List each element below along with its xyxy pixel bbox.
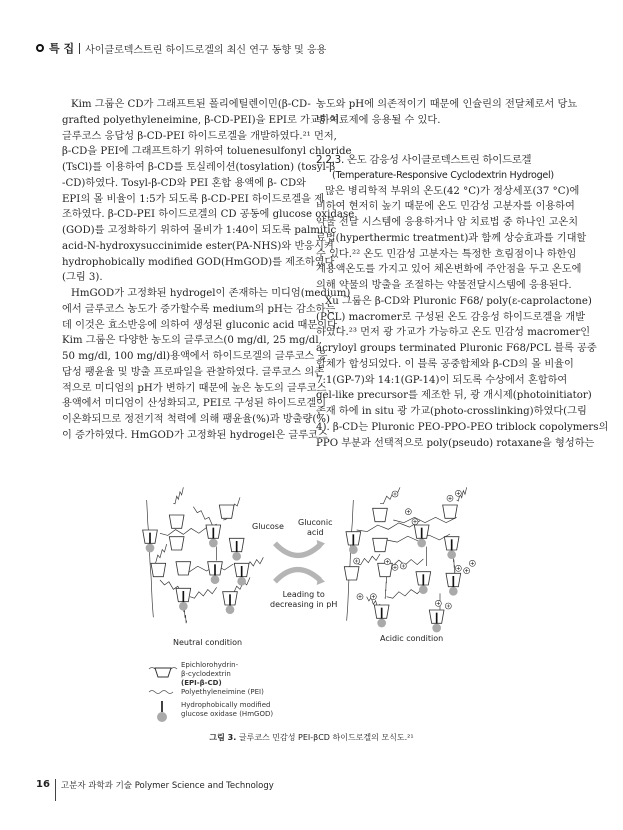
pei-chain xyxy=(347,500,354,621)
ph-arrow xyxy=(275,570,320,582)
text-line: Kim 그룹은 CD가 그래프트된 폴리에틸렌이민(β-CD- xyxy=(71,99,311,110)
hmgod-legend-icon xyxy=(157,701,167,722)
epi-cd-unit xyxy=(169,515,184,528)
pei-chain xyxy=(160,527,207,535)
legend-epi-line-2: β-cyclodextrin xyxy=(181,670,231,678)
text-line: 조하였다. β-CD-PEI 하이드로겔의 CD 공동에 glucose oxidase xyxy=(62,209,355,221)
text-line: grafted polyethyleneimine, β-CD-PEI)을 EPI로 가교하여 xyxy=(62,114,340,126)
epi-cd-unit xyxy=(344,567,359,580)
epi-cd-unit xyxy=(176,562,191,575)
pei-chain xyxy=(357,521,420,532)
legend-pei: Polyethyleneimine (PEI) xyxy=(181,688,264,696)
text-line: 이 증가하였다. HmGOD가 고정화된 hydrogel은 글루코스 xyxy=(62,429,328,441)
text-line: (PCL) macromer로 구성된 온도 감응성 하이드로겔을 개발 xyxy=(316,311,586,323)
pei-chain xyxy=(193,507,216,526)
divider xyxy=(55,779,56,801)
pei-chain xyxy=(453,557,455,574)
header-title: 사이클로덱스트린 하이드로겔의 최신 연구 동향 및 응용 xyxy=(85,44,327,56)
epi-cd-unit xyxy=(151,563,166,576)
text-line: 답성 팽윤율 및 방출 프로파일을 관찰하였다. 글루코스 의존 xyxy=(62,366,325,378)
hmgod-enzyme xyxy=(209,539,218,548)
legend-epi-cd xyxy=(181,661,238,688)
section-subheading: (Temperature-Responsive Cyclodextrin Hydrogel) xyxy=(332,169,554,181)
text-line: acryloyl groups terminated Pluronic F68/PCL 블록 공중 xyxy=(316,343,597,354)
hmgod-enzyme xyxy=(146,544,155,553)
gluconic-acid-label xyxy=(298,518,332,538)
legend-hmgod xyxy=(181,701,273,719)
text-line: 데 이것은 효소반응에 의하여 생성된 gluconic acid 때문이다. xyxy=(62,319,341,331)
hmgod-enzyme xyxy=(377,619,386,628)
hmgod-enzyme xyxy=(179,602,188,611)
text-line: (그림 3). xyxy=(62,272,103,284)
text-line: (GOD)를 고정화하기 위하여 몰비가 1:40이 되도록 palmitic xyxy=(62,225,337,236)
text-line: 약물 전달 시스템에 응용하거나 암 치료법 중 하나인 고온치 xyxy=(316,217,579,228)
text-line: 50 mg/dl, 100 mg/dl)용액에서 하이드로겔의 글루코스 응 xyxy=(62,351,328,362)
journal-name: 고분자 과학과 기술 Polymer Science and Technology xyxy=(60,781,274,791)
gluconic-line-2: acid xyxy=(306,528,324,537)
text-line: 글루코스 응답성 β-CD-PEI 하이드로겔을 개발하였다.²¹ 먼저, xyxy=(62,130,337,142)
hmgod-enzyme xyxy=(226,605,235,614)
footer xyxy=(36,779,274,801)
running-header xyxy=(36,40,326,56)
leading-label xyxy=(270,590,337,610)
caption-label: 그림 3. xyxy=(209,733,237,742)
text-line: EPI의 몰 비율이 1:5가 되도록 β-CD-PEI 하이드로겔을 제 xyxy=(62,193,325,205)
text-line: acid-N-hydroxysuccinimide ester(PA-NHS)와 반응시켜 xyxy=(62,240,334,252)
text-line: 병 치료제에 응용될 수 있다. xyxy=(316,114,441,126)
epi-cd-unit xyxy=(373,508,388,521)
caption-text: 글루코스 민감성 PEI-βCD 하이드로겔의 모식도.²¹ xyxy=(238,733,414,742)
pei-chain xyxy=(173,487,183,503)
page-number: 16 xyxy=(36,779,50,790)
bullet-circle-icon xyxy=(36,44,44,52)
text-line: 의해 약물의 방출을 조절하는 약물전달시스템에 응용된다. xyxy=(316,280,572,291)
text-line: 적으로 미디엄의 pH가 변하기 때문에 높은 농도의 글루코스 xyxy=(62,382,327,394)
text-line: 많은 병리학적 부위의 온도(42 °C)가 정상세포(37 °C)에 xyxy=(325,185,580,197)
text-line: HmGOD가 고정화된 hydrogel이 존재하는 미디엄(medium) xyxy=(71,288,351,299)
hmgod-enzyme xyxy=(237,577,246,586)
neutral-condition-label: Neutral condition xyxy=(173,638,243,647)
text-line: 비하여 현저히 높기 때문에 온도 민감성 고분자를 이용하여 xyxy=(316,201,575,213)
text-line: (TsCl)를 이용하여 β-CD를 토실레이션(tosylation) (tosyl-β xyxy=(62,162,336,173)
leading-line-1: Leading to xyxy=(282,590,325,599)
text-line: β-CD을 PEI에 그래프트하기 위하여 toluenesulfonyl chloride xyxy=(62,146,352,158)
text-line: -CD)하였다. Tosyl-β-CD와 PEI 혼합 용액에 β- CD와 xyxy=(62,177,306,189)
pei-chain xyxy=(190,587,217,598)
text-line: Kim 그룹은 다양한 농도의 글루코스(0 mg/dl, 25 mg/dl, xyxy=(62,335,322,347)
text-line: 농도와 pH에 의존적이기 때문에 인슐린의 전달체로서 당뇨 xyxy=(316,99,578,110)
pei-chain xyxy=(357,554,380,565)
text-line: gel-like precursor를 제조한 뒤, 광 개시제(photoinitiator) xyxy=(316,390,592,402)
text-line: 7:1(GP-7)와 14:1(GP-14)이 되도록 수상에서 혼합하여 xyxy=(316,374,568,386)
text-line: 용액에서 미디엄이 산성화되고, PEI로 구성된 하이드로겔이 xyxy=(62,398,327,410)
right-column xyxy=(316,97,609,451)
text-line: 료법(hyperthermic treatment)과 함께 상승효과를 기대할 xyxy=(316,232,587,244)
legend-hmgod-line-2: glucose oxidase (HmGOD) xyxy=(181,710,274,718)
epi-cd-legend-icon xyxy=(149,668,177,678)
legend-icons xyxy=(148,660,178,730)
epi-cd-unit xyxy=(378,563,393,576)
text-line: 존재 하에 in situ 광 가교(photo-crosslinking)하였다(그림 xyxy=(316,406,587,417)
hmgod-enzyme xyxy=(211,575,220,584)
legend-epi-line-3: (EPI-β-CD) xyxy=(181,679,222,687)
legend-hmgod-line-1: Hydrophobically modified xyxy=(181,701,271,709)
text-line: 에서 글루코스 농도가 증가할수록 medium의 pH는 감소하는 xyxy=(62,303,336,315)
legend-epi-line-1: Epichlorohydrin- xyxy=(181,661,239,669)
epi-cd-unit xyxy=(219,505,234,518)
epi-cd-unit xyxy=(373,538,388,551)
divider xyxy=(79,43,80,54)
glucose-arrow xyxy=(275,543,320,555)
hmgod-enzyme xyxy=(447,550,456,559)
leading-line-2: decreasing in pH xyxy=(270,600,338,609)
pei-chain xyxy=(147,500,154,617)
acidic-condition-label: Acidic condition xyxy=(380,634,444,643)
epi-cd-unit xyxy=(169,537,184,550)
section-heading: 2.2.3. 온도 감응성 사이클로덱스트린 하이드로겔 xyxy=(316,153,532,166)
epi-cd-unit xyxy=(443,505,458,518)
text-line: hydrophobically modified GOD(HmGOD)를 제조하였다 xyxy=(62,256,335,268)
glucose-label: Glucose xyxy=(252,522,284,531)
left-column xyxy=(62,97,355,444)
gluconic-line-1: Gluconic xyxy=(298,518,333,527)
pei-chain xyxy=(387,587,424,598)
hmgod-enzyme xyxy=(419,585,428,594)
hmgod-enzyme xyxy=(349,545,358,554)
text-line: PPO 부분과 선택적으로 poly(pseudo) rotaxane을 형성하는 xyxy=(316,437,595,449)
text-line: 계용액온도를 가지고 있어 체온변화에 주안점을 두고 온도에 xyxy=(316,264,582,276)
text-line: 4). β-CD는 Pluronic PEO-PPO-PEO triblock copolymers의 xyxy=(316,421,609,433)
hmgod-enzyme xyxy=(432,624,441,633)
figure-caption xyxy=(0,732,623,743)
pei-legend-icon xyxy=(149,691,173,694)
pei-chain xyxy=(153,544,166,563)
section-label: 특 집 xyxy=(49,42,75,55)
text-line: Xu 그룹은 β-CD와 Pluronic F68/ poly(ε-caprolactone) xyxy=(325,295,592,307)
text-line: 이온화되므로 정전기적 척력에 의해 팽윤율(%)과 방출량(%) xyxy=(62,414,330,425)
text-line: 합체가 합성되었다. 이 블록 공중합체와 β-CD의 몰 비율이 xyxy=(316,358,574,370)
hmgod-enzyme xyxy=(232,552,241,561)
text-line: 하였다.²³ 먼저 광 가교가 가능하고 온도 민감성 macromer인 xyxy=(316,327,591,339)
hmgod-enzyme xyxy=(417,539,426,548)
pei-chain xyxy=(385,577,387,599)
hmgod-enzyme xyxy=(449,587,458,596)
text-line: 수 있다.²² 온도 민감성 고분자는 특정한 흐림점이나 하한임 xyxy=(316,248,577,260)
